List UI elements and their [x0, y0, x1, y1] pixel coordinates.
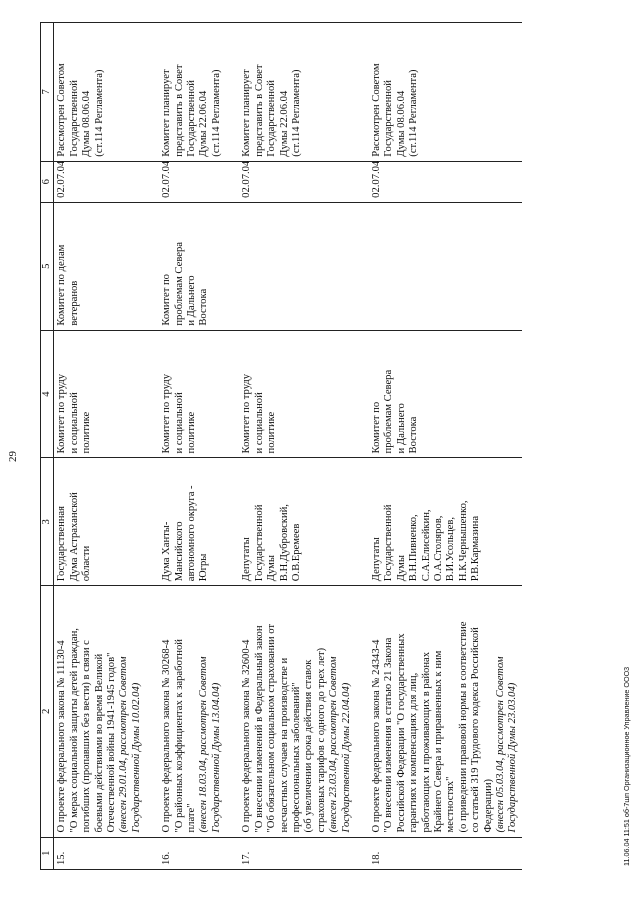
bill-title-line: "О внесении изменений в Федеральный закон: [253, 625, 265, 833]
status-line: Думы 08.06.04: [81, 90, 93, 157]
author-line: О.А.Столяров,: [432, 515, 444, 582]
row-spacer: [145, 23, 159, 870]
co-executor-line: Комитет по: [161, 274, 173, 326]
author-line: автономного округа -: [186, 485, 198, 582]
author-line: Н.К.Чернышенко,: [457, 500, 469, 582]
status-line: Государственной: [186, 80, 198, 157]
date-cell: 02.07.04: [369, 161, 522, 202]
bill-title-cell: [159, 586, 225, 837]
author-line: О.В.Еремеев: [290, 523, 302, 582]
column-header: 2: [41, 586, 54, 837]
bill-title-cell: [239, 586, 355, 837]
status-line: Думы 08.06.04: [395, 90, 407, 157]
committee-cell: [369, 330, 522, 458]
bill-title-line: Крайнего Севера и приравненных к ним: [432, 650, 444, 833]
status-line: Рассмотрен Советом: [370, 63, 382, 157]
table-header-row: [41, 23, 54, 870]
column-header: 3: [41, 458, 54, 586]
author-line: Думы: [395, 555, 407, 582]
spacer-cell: [145, 586, 159, 837]
table-row: [54, 23, 145, 870]
status-line: Думы 22.06.04: [278, 90, 290, 157]
bill-title-line: несчастных случаев на производстве и: [278, 657, 290, 833]
bill-note-line: (внесен 23.03.04, рассмотрен Советом: [328, 656, 340, 833]
bill-title-line: О проекте федерального закона № 32600-4: [241, 639, 253, 833]
bill-note-line: Государственной Думы 13.04.04): [210, 682, 222, 833]
author-line: Государственной: [383, 504, 395, 582]
bill-note-line: Государственной Думы 23.03.04): [507, 682, 519, 833]
status-line: представить в Совет: [253, 64, 265, 157]
bill-title-line: "Об обязательном социальном страховании от: [266, 624, 278, 833]
page-number: 29: [7, 451, 19, 462]
bill-title-cell: [369, 586, 522, 837]
bill-title-line: О проекте федерального закона № 11130-4: [56, 640, 68, 833]
row-number-cell: 15.: [54, 837, 145, 869]
co-executor-cell: [159, 202, 225, 330]
spacer-cell: [145, 161, 159, 202]
author-line: Думы: [266, 555, 278, 582]
bill-title-line: со статьей 319 Трудового кодекса Российской: [470, 627, 482, 833]
author-cell: [239, 458, 355, 586]
bill-note-line: (внесен 05.03.04, рассмотрен Советом: [495, 656, 506, 833]
committee-line: политике: [186, 411, 198, 454]
committee-line: Комитет по труду: [241, 373, 253, 454]
footer-note: 11.06.04 11:51 об-7шп Организационное Управление ООО3: [622, 666, 631, 866]
table-row: [239, 23, 355, 870]
bill-note-line: (внесен 29.01.04, рассмотрен Советом: [118, 656, 130, 833]
author-cell: [54, 458, 145, 586]
spacer-cell: [355, 458, 369, 586]
committee-line: и Дальнего: [395, 403, 407, 454]
co-executor-line: проблемам Севера: [173, 242, 185, 326]
author-line: С.А.Елисейкин,: [420, 509, 432, 582]
status-line: Комитет планирует: [161, 69, 173, 157]
author-cell: [159, 458, 225, 586]
author-line: области: [81, 545, 93, 582]
status-cell: [54, 23, 145, 162]
committee-line: Комитет по труду: [56, 373, 68, 454]
bill-title-line: боевыми действиями во время Великой: [93, 653, 105, 833]
author-line: Государственной: [253, 504, 265, 582]
spacer-cell: [355, 161, 369, 202]
bill-title-line: "О внесении изменения в статью 21 Закона: [383, 637, 395, 833]
status-line: Государственной: [383, 80, 395, 157]
bill-note-line: Государственной Думы 10.02.04): [130, 682, 142, 833]
date-cell: 02.07.04: [239, 161, 355, 202]
row-number-cell: 18.: [369, 837, 522, 869]
committee-cell: [54, 330, 145, 458]
status-line: Думы 22.06.04: [198, 90, 210, 157]
bill-title-line: Отечественной войны 1941-1945 годов": [106, 652, 118, 833]
row-number-cell: 16.: [159, 837, 225, 869]
author-line: В.Н.Пивненко,: [408, 514, 420, 582]
bills-table: [40, 22, 522, 870]
author-line: В.И.Усольцев,: [445, 516, 457, 582]
spacer-cell: [225, 161, 239, 202]
spacer-cell: [355, 23, 369, 162]
co-executor-line: Комитет по делам: [56, 244, 68, 326]
table-row: [369, 23, 522, 870]
spacer-cell: [225, 458, 239, 586]
committee-line: Комитет по труду: [161, 373, 173, 454]
spacer-cell: [145, 23, 159, 162]
row-spacer: [355, 23, 369, 870]
co-executor-cell: [369, 202, 522, 330]
author-line: Депутаты: [241, 537, 253, 582]
bill-title-line: гарантиях и компенсациях для лиц,: [408, 672, 420, 833]
committee-line: и социальной: [253, 392, 265, 454]
date-cell: 02.07.04: [159, 161, 225, 202]
committee-line: Востока: [408, 416, 420, 454]
bill-title-line: погибших (пропавших без вести) в связи с: [81, 640, 93, 833]
status-cell: [159, 23, 225, 162]
committee-line: и социальной: [68, 392, 80, 454]
date-cell: 02.07.04: [54, 161, 145, 202]
table-row: [159, 23, 225, 870]
spacer-cell: [145, 330, 159, 458]
bill-title-cell: [54, 586, 145, 837]
bill-title-line: работающих и проживающих в районах: [420, 651, 432, 833]
bill-note-line: Государственной Думы 22.04.04): [340, 682, 352, 833]
column-header: 5: [41, 202, 54, 330]
row-spacer: [225, 23, 239, 870]
spacer-cell: [145, 202, 159, 330]
spacer-cell: [355, 837, 369, 869]
spacer-cell: [225, 23, 239, 162]
column-header: 6: [41, 161, 54, 202]
status-line: Государственной: [68, 80, 80, 157]
spacer-cell: [225, 330, 239, 458]
author-line: Дума Астраханской: [68, 492, 80, 582]
author-line: В.Н.Дубровский,: [278, 504, 290, 582]
status-cell: [239, 23, 355, 162]
committee-line: политике: [266, 411, 278, 454]
bill-title-line: профессиональных заболеваний": [290, 682, 302, 833]
bill-title-line: "О районных коэффициентах к заработной: [173, 639, 185, 833]
spacer-cell: [355, 330, 369, 458]
co-executor-cell: [54, 202, 145, 330]
committee-line: проблемам Севера: [383, 369, 395, 454]
status-line: Государственной: [266, 80, 278, 157]
status-line: представить в Совет: [173, 64, 185, 157]
committee-cell: [239, 330, 355, 458]
column-header: 4: [41, 330, 54, 458]
spacer-cell: [355, 202, 369, 330]
bill-title-line: местностях": [445, 776, 457, 833]
author-line: Государственная: [56, 506, 68, 582]
bill-title-line: Российской Федерации "О государственных: [395, 633, 407, 833]
author-line: Мансийского: [173, 521, 185, 582]
spacer-cell: [225, 837, 239, 869]
status-line: Комитет планирует: [241, 69, 253, 157]
bill-title-line: "О мерах социальной защиты детей граждан,: [68, 628, 80, 833]
author-line: Югры: [198, 553, 210, 582]
status-line: Рассмотрен Советом: [56, 63, 68, 157]
bill-title-line: страховых тарифов с одного до трех лет): [315, 647, 327, 833]
status-line: (ст.114 Регламента): [210, 69, 222, 157]
bill-title-line: О проекте федерального закона № 30268-4: [161, 639, 173, 833]
column-header: 1: [41, 837, 54, 869]
committee-cell: [159, 330, 225, 458]
row-number-cell: 17.: [239, 837, 355, 869]
co-executor-line: Востока: [198, 288, 210, 326]
co-executor-line: и Дальнего: [186, 275, 198, 326]
author-cell: [369, 458, 522, 586]
bill-title-line: (об увеличении срока действия ставок: [303, 659, 315, 833]
committee-line: Комитет по: [370, 401, 382, 454]
column-header: 7: [41, 23, 54, 162]
author-line: Дума Ханты-: [161, 521, 173, 582]
bill-note-line: (внесен 18.03.04, рассмотрен Советом: [198, 656, 210, 833]
bill-title-line: О проекте федерального закона № 24343-4: [370, 639, 382, 833]
co-executor-line: ветеранов: [68, 280, 80, 326]
spacer-cell: [355, 586, 369, 837]
author-line: Депутаты: [370, 537, 382, 582]
committee-line: политике: [81, 411, 93, 454]
co-executor-cell: [239, 202, 355, 330]
bill-title-line: (о приведении правовой нормы в соответствие: [457, 621, 469, 833]
committee-line: и социальной: [173, 392, 185, 454]
status-line: (ст.114 Регламента): [408, 69, 420, 157]
spacer-cell: [225, 586, 239, 837]
bill-title-line: Федерации): [482, 778, 494, 833]
bill-title-line: плате": [186, 803, 198, 833]
status-line: (ст.114 Регламента): [290, 69, 302, 157]
author-line: Р.В.Кармазина: [470, 515, 482, 582]
status-line: (ст.114 Регламента): [93, 69, 105, 157]
spacer-cell: [145, 458, 159, 586]
spacer-cell: [225, 202, 239, 330]
status-cell: [369, 23, 522, 162]
spacer-cell: [145, 837, 159, 869]
